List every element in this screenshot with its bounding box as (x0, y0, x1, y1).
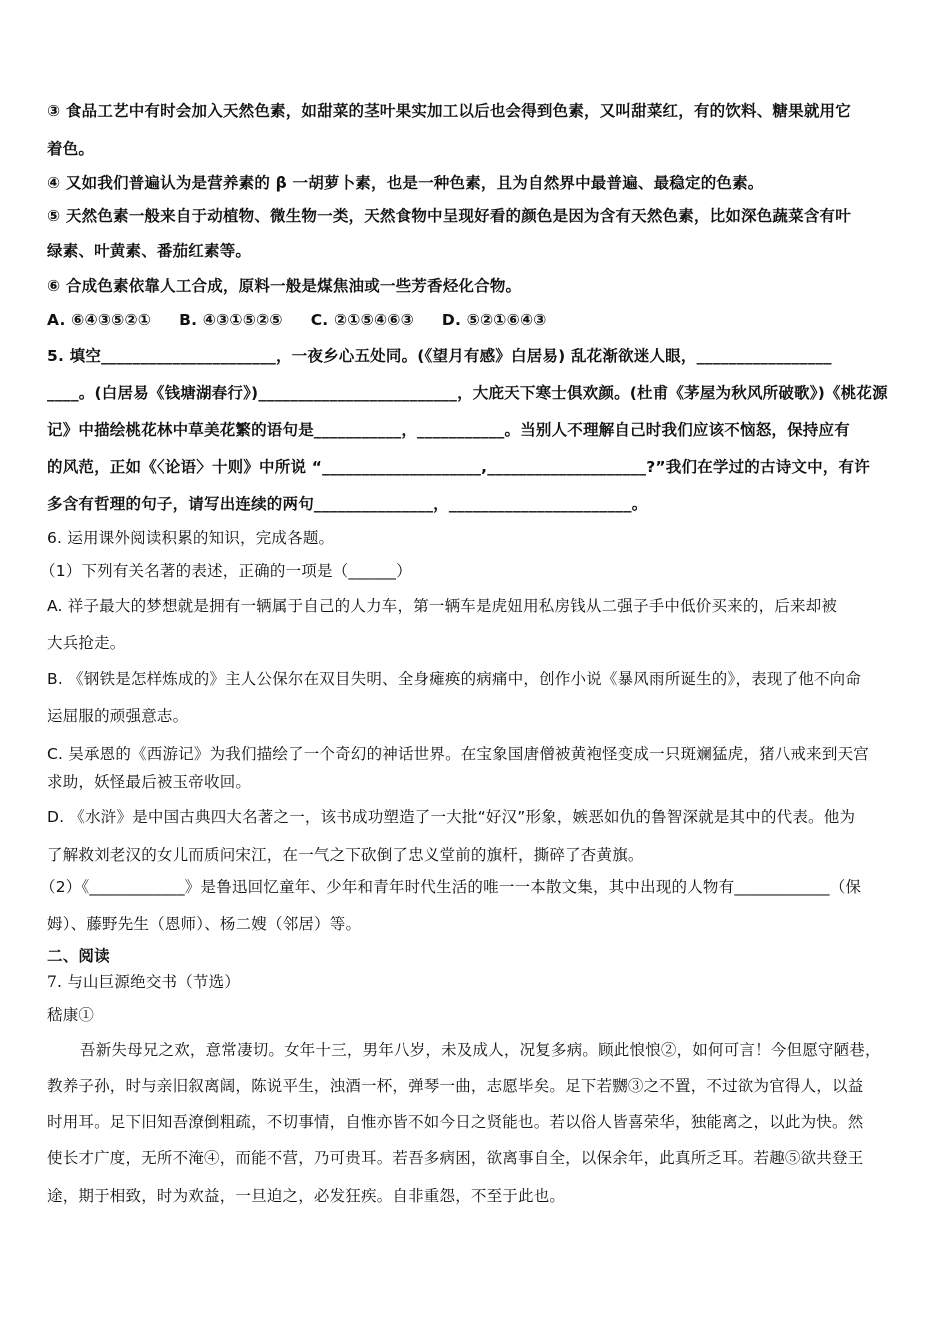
q5-line: ____。(白居易《钱塘湖春行》)_________________________，大庇天下寒士俱欢颜。(杜甫《茅屋为秋风所破歌》)《桃花源 (47, 384, 888, 402)
q6-sub2-cont: 姆）、藤野先生（恩师）、杨二嫂（邻居）等。 (47, 915, 362, 933)
option-d-cont: 了解救刘老汉的女儿而质问宋江，在一气之下砍倒了忠义堂前的旗杆，撕碎了杏黄旗。 (47, 846, 644, 864)
q5-line: 的风范，正如《〈论语〉十则》中所说 “____________________,____________________?”我们在学过的古诗文中，有许 (47, 458, 870, 476)
q6-sub1: （1）下列有关名著的表述，正确的一项是（______） (40, 562, 412, 580)
passage-line: 时用耳。足下旧知吾潦倒粗疏，不切事情，自惟亦皆不如今日之贤能也。若以俗人皆喜荣华，独能离之，以此为快。然 (47, 1113, 864, 1131)
option-b: B. 《钢铁是怎样炼成的》主人公保尔在双目失明、全身瘫痪的病痛中，创作小说《暴风雨所诞生的》，表现了他不向命 (47, 670, 862, 688)
statement-3-cont: 着色。 (47, 140, 95, 158)
q5-line: 记》中描绘桃花林中草美花繁的语句是___________，___________。当别人不理解自己时我们应该不恼怒，保持应有 (47, 421, 850, 439)
q6-sub2: （2）《____________》是鲁迅回忆童年、少年和青年时代生活的唯一一本散文集，其中出现的人物有____________（保 (40, 878, 862, 896)
q5-line: 多含有哲理的句子，请写出连续的两句_______________，_______________________。 (47, 495, 648, 513)
option-a-cont: 大兵抢走。 (47, 634, 126, 652)
option-b-cont: 运屈服的顽强意志。 (47, 707, 189, 725)
statement-6: ⑥ 合成色素依靠人工合成，原料一般是煤焦油或一些芳香烃化合物。 (47, 277, 522, 295)
section-heading: 二、阅读 (47, 947, 110, 965)
statement-4: ④ 又如我们普遍认为是营养素的 β 一胡萝卜素，也是一种色素，且为自然界中最普遍、最稳定的色素。 (47, 174, 764, 192)
answer-options: A. ⑥④③⑤②① B. ④③①⑤②⑤ C. ②①⑤④⑥③ D. ⑤②①⑥④③ (47, 311, 547, 329)
q5-line: 5. 填空______________________，一夜乡心五处同。(《望月有感》白居易) 乱花渐欲迷人眼，_________________ (47, 347, 832, 365)
statement-5: ⑤ 天然色素一般来自于动植物、微生物一类，天然食物中呈现好看的颜色是因为含有天然色素，比如深色蔬菜含有叶 (47, 207, 851, 225)
statement-3: ③ 食品工艺中有时会加入天然色素，如甜菜的茎叶果实加工以后也会得到色素，又叫甜菜红，有的饮料、糖果就用它 (47, 102, 851, 120)
passage-line: 吾新失母兄之欢，意常凄切。女年十三，男年八岁，未及成人，况复多病。顾此悢悢②，如何可言！今但愿守陋巷， (80, 1041, 881, 1059)
passage-line: 使长才广度，无所不淹④，而能不营，乃可贵耳。若吾多病困，欲离事自全，以保余年，此真所乏耳。若趣⑤欲共登王 (47, 1149, 864, 1167)
option-d: D. 《水浒》是中国古典四大名著之一，该书成功塑造了一大批“好汉”形象，嫉恶如仇的鲁智深就是其中的代表。他为 (47, 808, 856, 826)
author: 嵇康① (47, 1006, 95, 1024)
q6-title: 6. 运用课外阅读积累的知识，完成各题。 (47, 529, 335, 547)
passage-line: 途，期于相致，时为欢益，一旦迫之，必发狂疾。自非重怨，不至于此也。 (47, 1187, 566, 1205)
option-c: C. 吴承恩的《西游记》为我们描绘了一个奇幻的神话世界。在宝象国唐僧被黄袍怪变成一只斑斓猛虎，猪八戒来到天宫 (47, 745, 869, 763)
option-a: A. 祥子最大的梦想就是拥有一辆属于自己的人力车，第一辆车是虎妞用私房钱从二强子手中低价买来的，后来却被 (47, 597, 838, 615)
passage-line: 教养子孙，时与亲旧叙离阔，陈说平生，浊酒一杯，弹琴一曲，志愿毕矣。足下若嬲③之不置，不过欲为官得人，以益 (47, 1077, 864, 1095)
q7-title: 7. 与山巨源绝交书（节选） (47, 973, 241, 991)
statement-5-cont: 绿素、叶黄素、番茄红素等。 (47, 242, 252, 260)
option-c-cont: 求助，妖怪最后被玉帝收回。 (47, 773, 252, 791)
